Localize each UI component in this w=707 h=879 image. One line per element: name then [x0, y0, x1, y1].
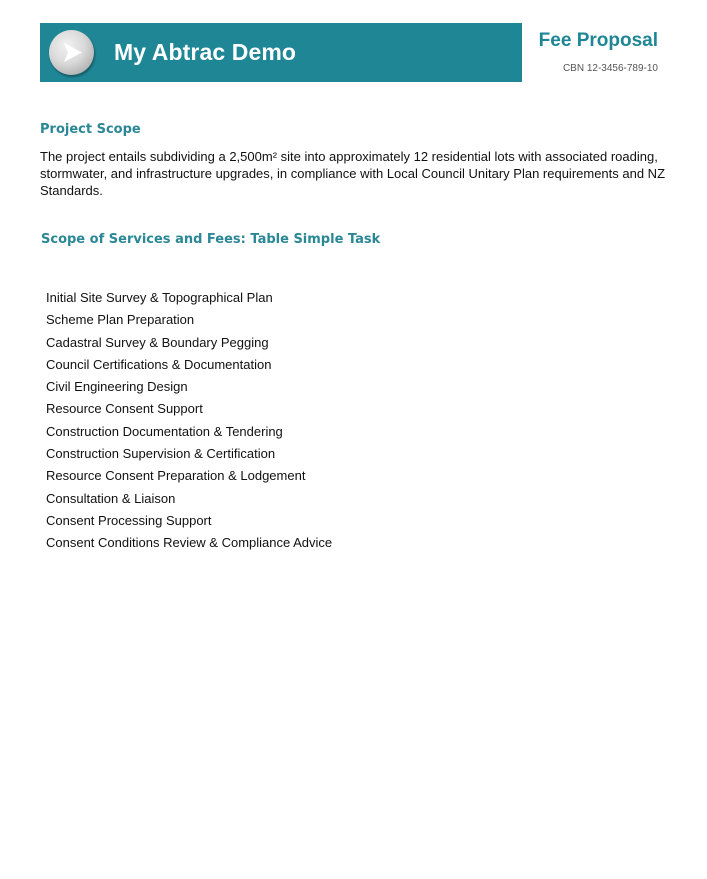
logo-play-arrow-icon [49, 30, 94, 75]
service-item: Consent Processing Support [46, 512, 212, 528]
document-type-title: Fee Proposal [538, 30, 658, 51]
service-item: Resource Consent Support [46, 401, 203, 417]
service-item: Initial Site Survey & Topographical Plan [46, 290, 273, 305]
play-arrow-icon [49, 30, 94, 75]
project-scope-heading: Project Scope [40, 122, 141, 137]
service-item: Council Certifications & Documentation [46, 356, 272, 372]
services-heading: Scope of Services and Fees: Table Simple Task [41, 232, 381, 247]
project-scope-text: The project entails subdividing a 2,500m² site into approximately 12 residential lots with associated roading, stormwater, and infrastructure upgrades, in compliance with Local Council Unitary Plan requirements and NZ Standards. [40, 149, 666, 198]
company-number: CBN 12-3456-789-10 [562, 63, 658, 74]
service-item: Cadastral Survey & Boundary Pegging [46, 334, 269, 350]
service-item: Civil Engineering Design [46, 379, 188, 395]
service-item: Construction Supervision & Certification [46, 446, 276, 462]
service-item: Consultation & Liaison [46, 490, 176, 506]
services-list [46, 289, 332, 557]
service-item: Construction Documentation & Tendering [46, 423, 283, 439]
service-item: Resource Consent Preparation & Lodgement [46, 468, 306, 484]
brand-title: My Abtrac Demo [114, 39, 297, 65]
service-item: Consent Conditions Review & Compliance Advice [46, 535, 333, 551]
service-item: Scheme Plan Preparation [46, 312, 195, 328]
header-banner [40, 23, 522, 82]
